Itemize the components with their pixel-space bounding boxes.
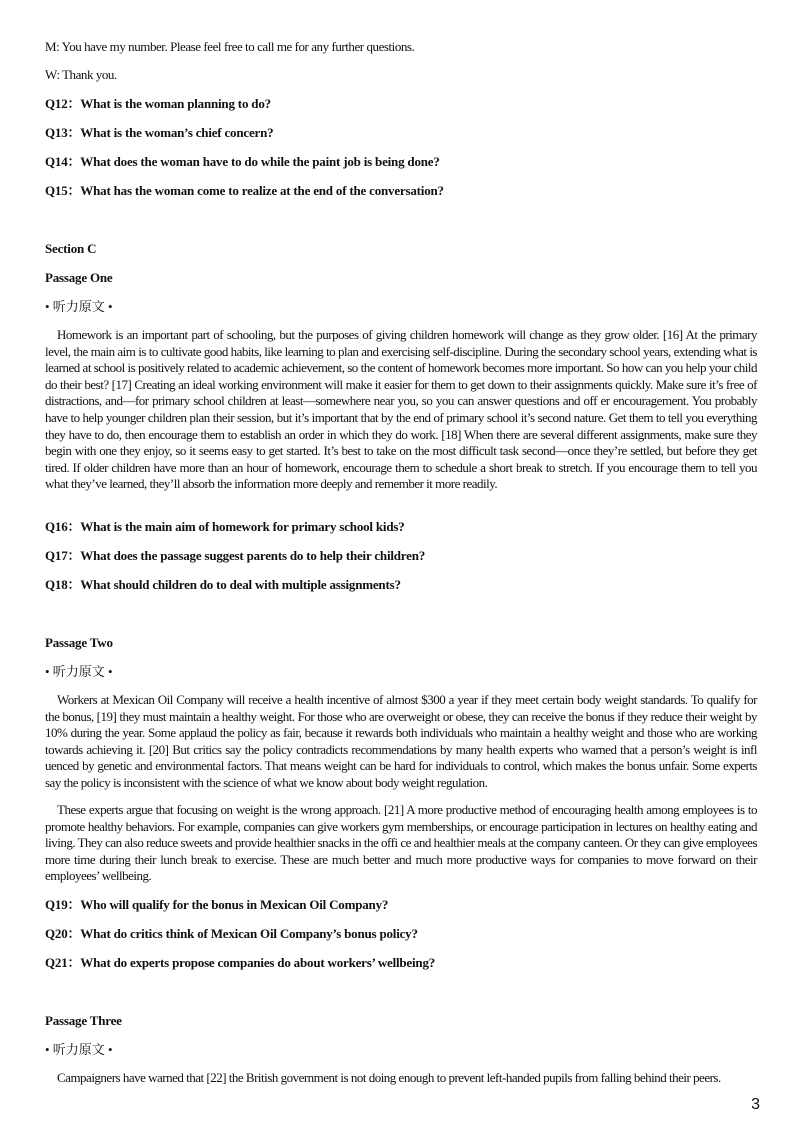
passage-three-title: Passage Three [45, 1013, 122, 1028]
passage-two-text-2 [45, 802, 757, 885]
transcript-label: • 听力原文 • [45, 664, 113, 679]
transcript-label: • 听力原文 • [45, 299, 113, 314]
transcript-label: • 听力原文 • [45, 1042, 113, 1057]
paragraph: Workers at Mexican Oil Company will receive a health incentive of almost $300 a year if they meet certain body weight standards. To qualify for the bonus, [19] they must maintain a healthy weight. For those who are overweight or obese, they can receive the bonus if they reduce their weight by 10% during the year. Some applaud the policy as fair, because it rewards both individuals who maintain a healthy weight and those who are working towards achieving it. [20] But critics say the policy contradicts recommendations by many health experts who warned that a person’s weight is infl uenced by genetic and environmental factors. That means weight can be hard for individuals to control, which makes the bonus unfair. Some experts say the policy is inconsistent with the science of what we know about body weight regulation. [45, 692, 757, 790]
question-q17: Q17：What does the passage suggest parents do to help their children? [45, 548, 426, 563]
question-q21: Q21：What do experts propose companies do about workers’ wellbeing? [45, 955, 436, 970]
question-q18: Q18：What should children do to deal with multiple assignments? [45, 577, 401, 592]
passage-three-text [45, 1070, 757, 1087]
passage-one-text [45, 327, 757, 493]
question-q13: Q13：What is the woman’s chief concern? [45, 125, 274, 140]
passage-one-title: Passage One [45, 270, 113, 285]
passage-two-title: Passage Two [45, 635, 113, 650]
paragraph: Campaigners have warned that [22] the British government is not doing enough to prevent left-handed pupils from falling behind their peers. [57, 1070, 721, 1085]
section-heading: Section C [45, 241, 97, 256]
dialogue-line: W: Thank you. [45, 67, 117, 82]
question-q15: Q15：What has the woman come to realize at the end of the conversation? [45, 183, 444, 198]
question-q12: Q12：What is the woman planning to do? [45, 96, 271, 111]
paragraph: These experts argue that focusing on weight is the wrong approach. [21] A more productive method of encouraging health among employees is to promote healthy behaviors. For example, companies can give workers gym memberships, or encourage participation in lectures on healthy eating and living. They can also reduce sweets and provide healthier snacks in the offi ce and healthier meals at the company canteen. Or they can give employees more time during their lunch break to exercise. These are much better and much more productive ways for companies to move forward on their employees’ wellbeing. [45, 802, 757, 884]
paragraph: Homework is an important part of schooling, but the purposes of giving children homework will change as they grow older. [16] At the primary level, the main aim is to cultivate good habits, like learning to plan and exercising self-discipline. During the secondary school years, extending what is learned at school is positively related to academic achievement, so the content of homework becomes more important. So how can you help your child do their best? [17] Creating an ideal working environment will make it easier for them to get down to their assignments quickly. Make sure it’s free of distractions, and—for primary school children at least—somewhere near you, so you can answer questions and off er encouragement. You probably have to help younger children plan their session, but it’s important that by the end of primary school it’s second nature. Get them to tell you everything they have to do, then encourage them to establish an order in which they do work. [18] When there are several different assignments, make sure they begin with one they enjoy, so it seems easy to get started. It’s best to take on the most difficult task second—once they’re settled, but before they get tired. If older children have more than an hour of homework, encourage them to schedule a short break to stretch. If you encourage them to tell you what they’ve learned, they’ll absorb the information more deeply and remember it more readily. [45, 327, 757, 492]
passage-two-text-1 [45, 692, 757, 792]
page-number: 3 [751, 1096, 760, 1113]
question-q14: Q14：What does the woman have to do while the paint job is being done? [45, 154, 440, 169]
dialogue-line: M: You have my number. Please feel free to call me for any further questions. [45, 39, 415, 54]
question-q20: Q20：What do critics think of Mexican Oil Company’s bonus policy? [45, 926, 418, 941]
question-q16: Q16：What is the main aim of homework for primary school kids? [45, 519, 405, 534]
question-q19: Q19：Who will qualify for the bonus in Mexican Oil Company? [45, 897, 389, 912]
